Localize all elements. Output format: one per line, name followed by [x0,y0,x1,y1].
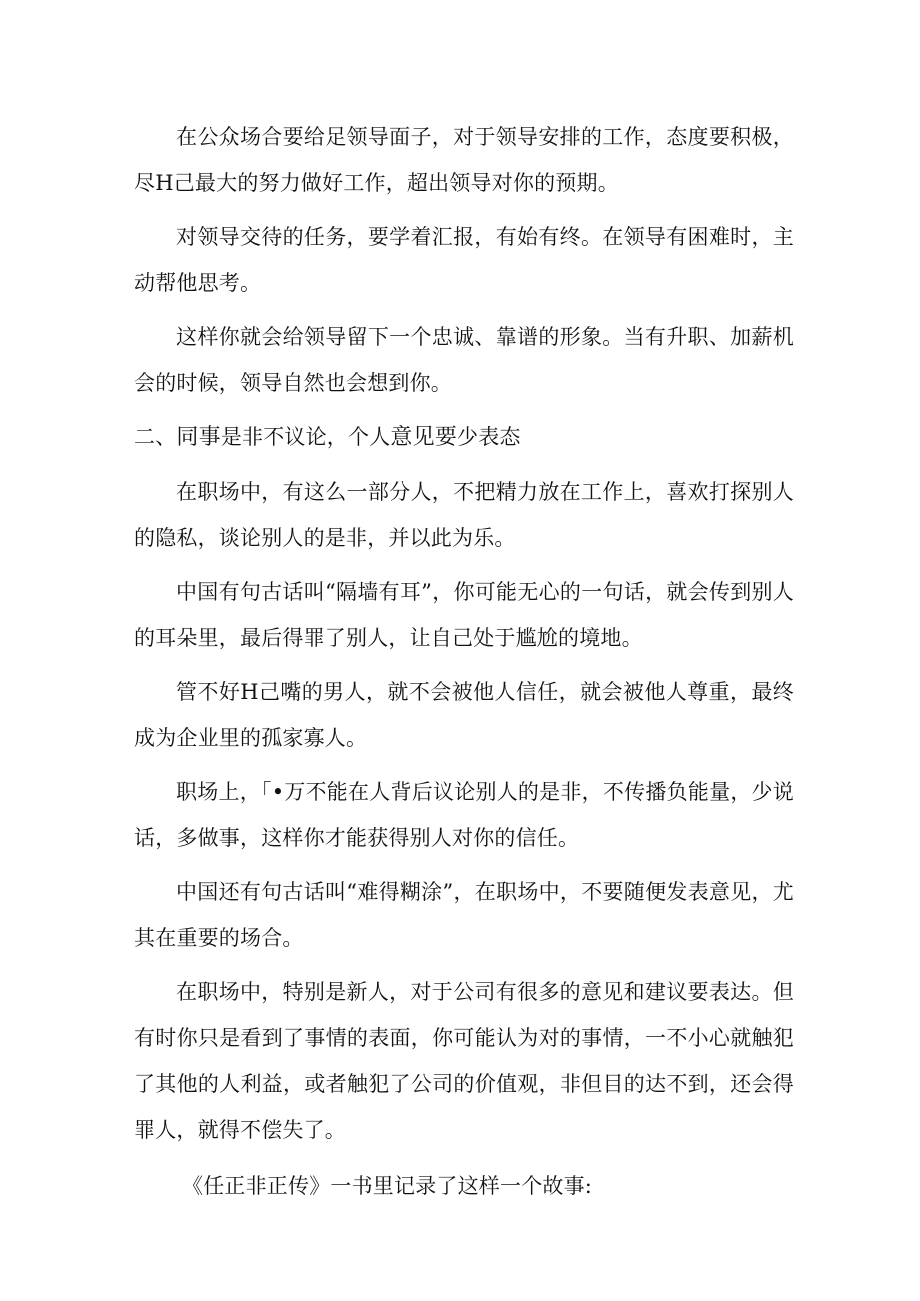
heading-part-3: 意见要 [390,425,458,450]
paragraph: 职场上，「•万不能在人背后议论别人的是非，不传播负能量，少说话，多做事，这样你才能获得别人对你的信任。 [134,780,794,850]
paragraph: 中国还有句古话叫“难得糊涂”，在职场中，不要随便发表意见，尤其在重要的场合。 [134,880,794,950]
document-body [134,114,794,1209]
paragraph: 在职场中，特别是新人，对于公司有很多的意见和建议要表达。但有时你只是看到了事情的表面，你可能认为对的事情，一不小心就触犯了其他的人利益，或者触犯了公司的价值观，非但目的达不到，还会得罪人，就得不偿失了。 [134,980,794,1142]
paragraph: 在职场中，有这么一部分人，不把精力放在工作上，喜欢打探别人的隐私，谈论别人的是非，并以此为乐。 [134,480,794,550]
heading-part-1: 同事 [176,425,221,450]
paragraph: 管不好H己嘴的男人，就不会被他人信任，就会被他人尊重，最终成为企业里的孤家寡人。 [134,680,794,750]
heading-part-2: 是非不议论，个人 [220,425,391,449]
heading-part-4: 少表态 [457,425,521,449]
paragraph: 这样你就会给领导留下一个忠诚、靠谱的形象。当有升职、加薪机会的时候，领导自然也会想到你。 [134,325,794,395]
section-heading [134,414,794,461]
paragraph: 对领导交待的任务，要学着汇报，有始有终。在领导有困难时，主动帮他思考。 [134,225,794,295]
heading-prefix: 二、 [134,425,177,449]
paragraph: 在公众场合要给足领导面子，对于领导安排的工作，态度要积极，尽H己最大的努力做好工作，超出领导对你的预期。 [134,125,794,195]
closing-line: 《任正非正传》一书里记录了这样一个故事: [182,1174,593,1198]
paragraph: 中国有句古话叫“隔墙有耳”，你可能无心的一句话，就会传到别人的耳朵里，最后得罪了别人，让自己处于尴尬的境地。 [134,580,794,650]
